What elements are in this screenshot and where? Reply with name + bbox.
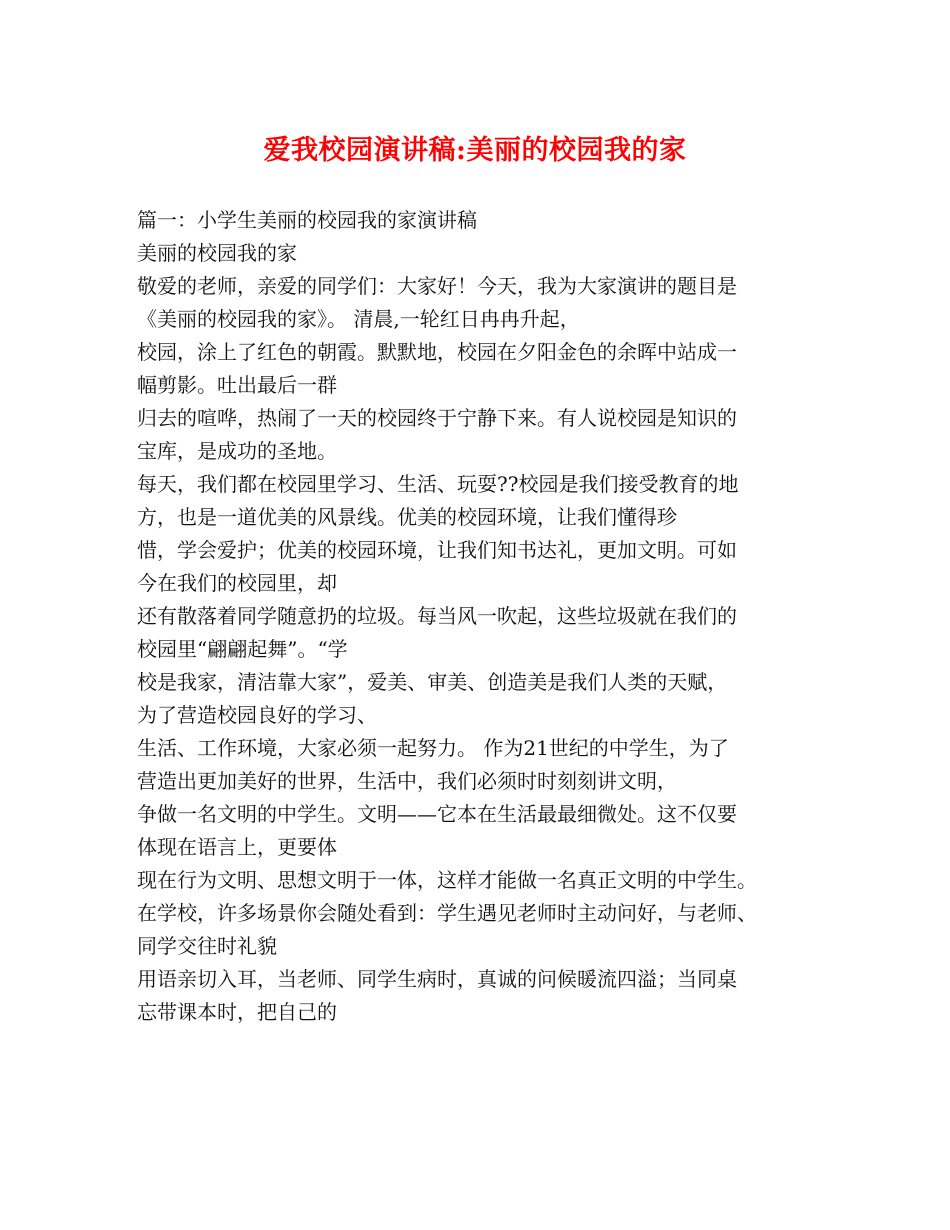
- body-line: 美丽的校园我的家: [137, 241, 297, 265]
- body-line: 每天，我们都在校园里学习、生活、玩耍??校园是我们接受教育的地: [137, 472, 739, 496]
- body-line: 生活、工作环境，大家必须一起努力。 作为21世纪的中学生，为了: [137, 736, 729, 760]
- body-line: 归去的喧哗，热闹了一天的校园终于宁静下来。有人说校园是知识的: [137, 406, 737, 430]
- body-line: 宝库，是成功的圣地。: [137, 439, 337, 463]
- body-line: 校园，涂上了红色的朝霞。默默地，校园在夕阳金色的余晖中站成一: [137, 340, 737, 364]
- body-line: 争做一名文明的中学生。文明——它本在生活最最细微处。这不仅要: [137, 802, 737, 826]
- body-line: 在学校，许多场景你会随处看到：学生遇见老师时主动问好，与老师、: [137, 901, 757, 925]
- body-line: 校是我家，清洁靠大家”，爱美、审美、创造美是我们人类的天赋，: [137, 670, 728, 694]
- body-line: 忘带课本时，把自己的: [137, 1000, 337, 1024]
- body-line: 用语亲切入耳，当老师、同学生病时，真诚的问候暖流四溢；当同桌: [137, 967, 737, 991]
- body-line: 还有散落着同学随意扔的垃圾。每当风一吹起，这些垃圾就在我们的: [137, 604, 737, 628]
- body-line: 《美丽的校园我的家》。 清晨,一轮红日冉冉升起，: [137, 307, 580, 331]
- document-body: [137, 204, 817, 1029]
- body-line: 惜，学会爱护；优美的校园环境，让我们知书达礼，更加文明。可如: [137, 538, 737, 562]
- body-line: 方，也是一道优美的风景线。优美的校园环境，让我们懂得珍: [137, 505, 677, 529]
- body-line: 今在我们的校园里，却: [137, 571, 337, 595]
- body-line: 篇一：小学生美丽的校园我的家演讲稿: [137, 208, 477, 232]
- body-line: 营造出更加美好的世界，生活中，我们必须时时刻刻讲文明，: [137, 769, 677, 793]
- document-title: 爱我校园演讲稿:美丽的校园我的家: [263, 135, 687, 166]
- body-line: 体现在语言上，更要体: [137, 835, 337, 859]
- body-line: 敬爱的老师，亲爱的同学们：大家好！今天，我为大家演讲的题目是: [137, 274, 737, 298]
- body-line: 同学交往时礼貌: [137, 934, 277, 958]
- body-line: 校园里“翩翩起舞”。“学: [137, 637, 348, 661]
- body-line: 现在行为文明、思想文明于一体，这样才能做一名真正文明的中学生。: [137, 868, 757, 892]
- body-line: 为了营造校园良好的学习、: [137, 703, 377, 727]
- body-line: 幅剪影。吐出最后一群: [137, 373, 337, 397]
